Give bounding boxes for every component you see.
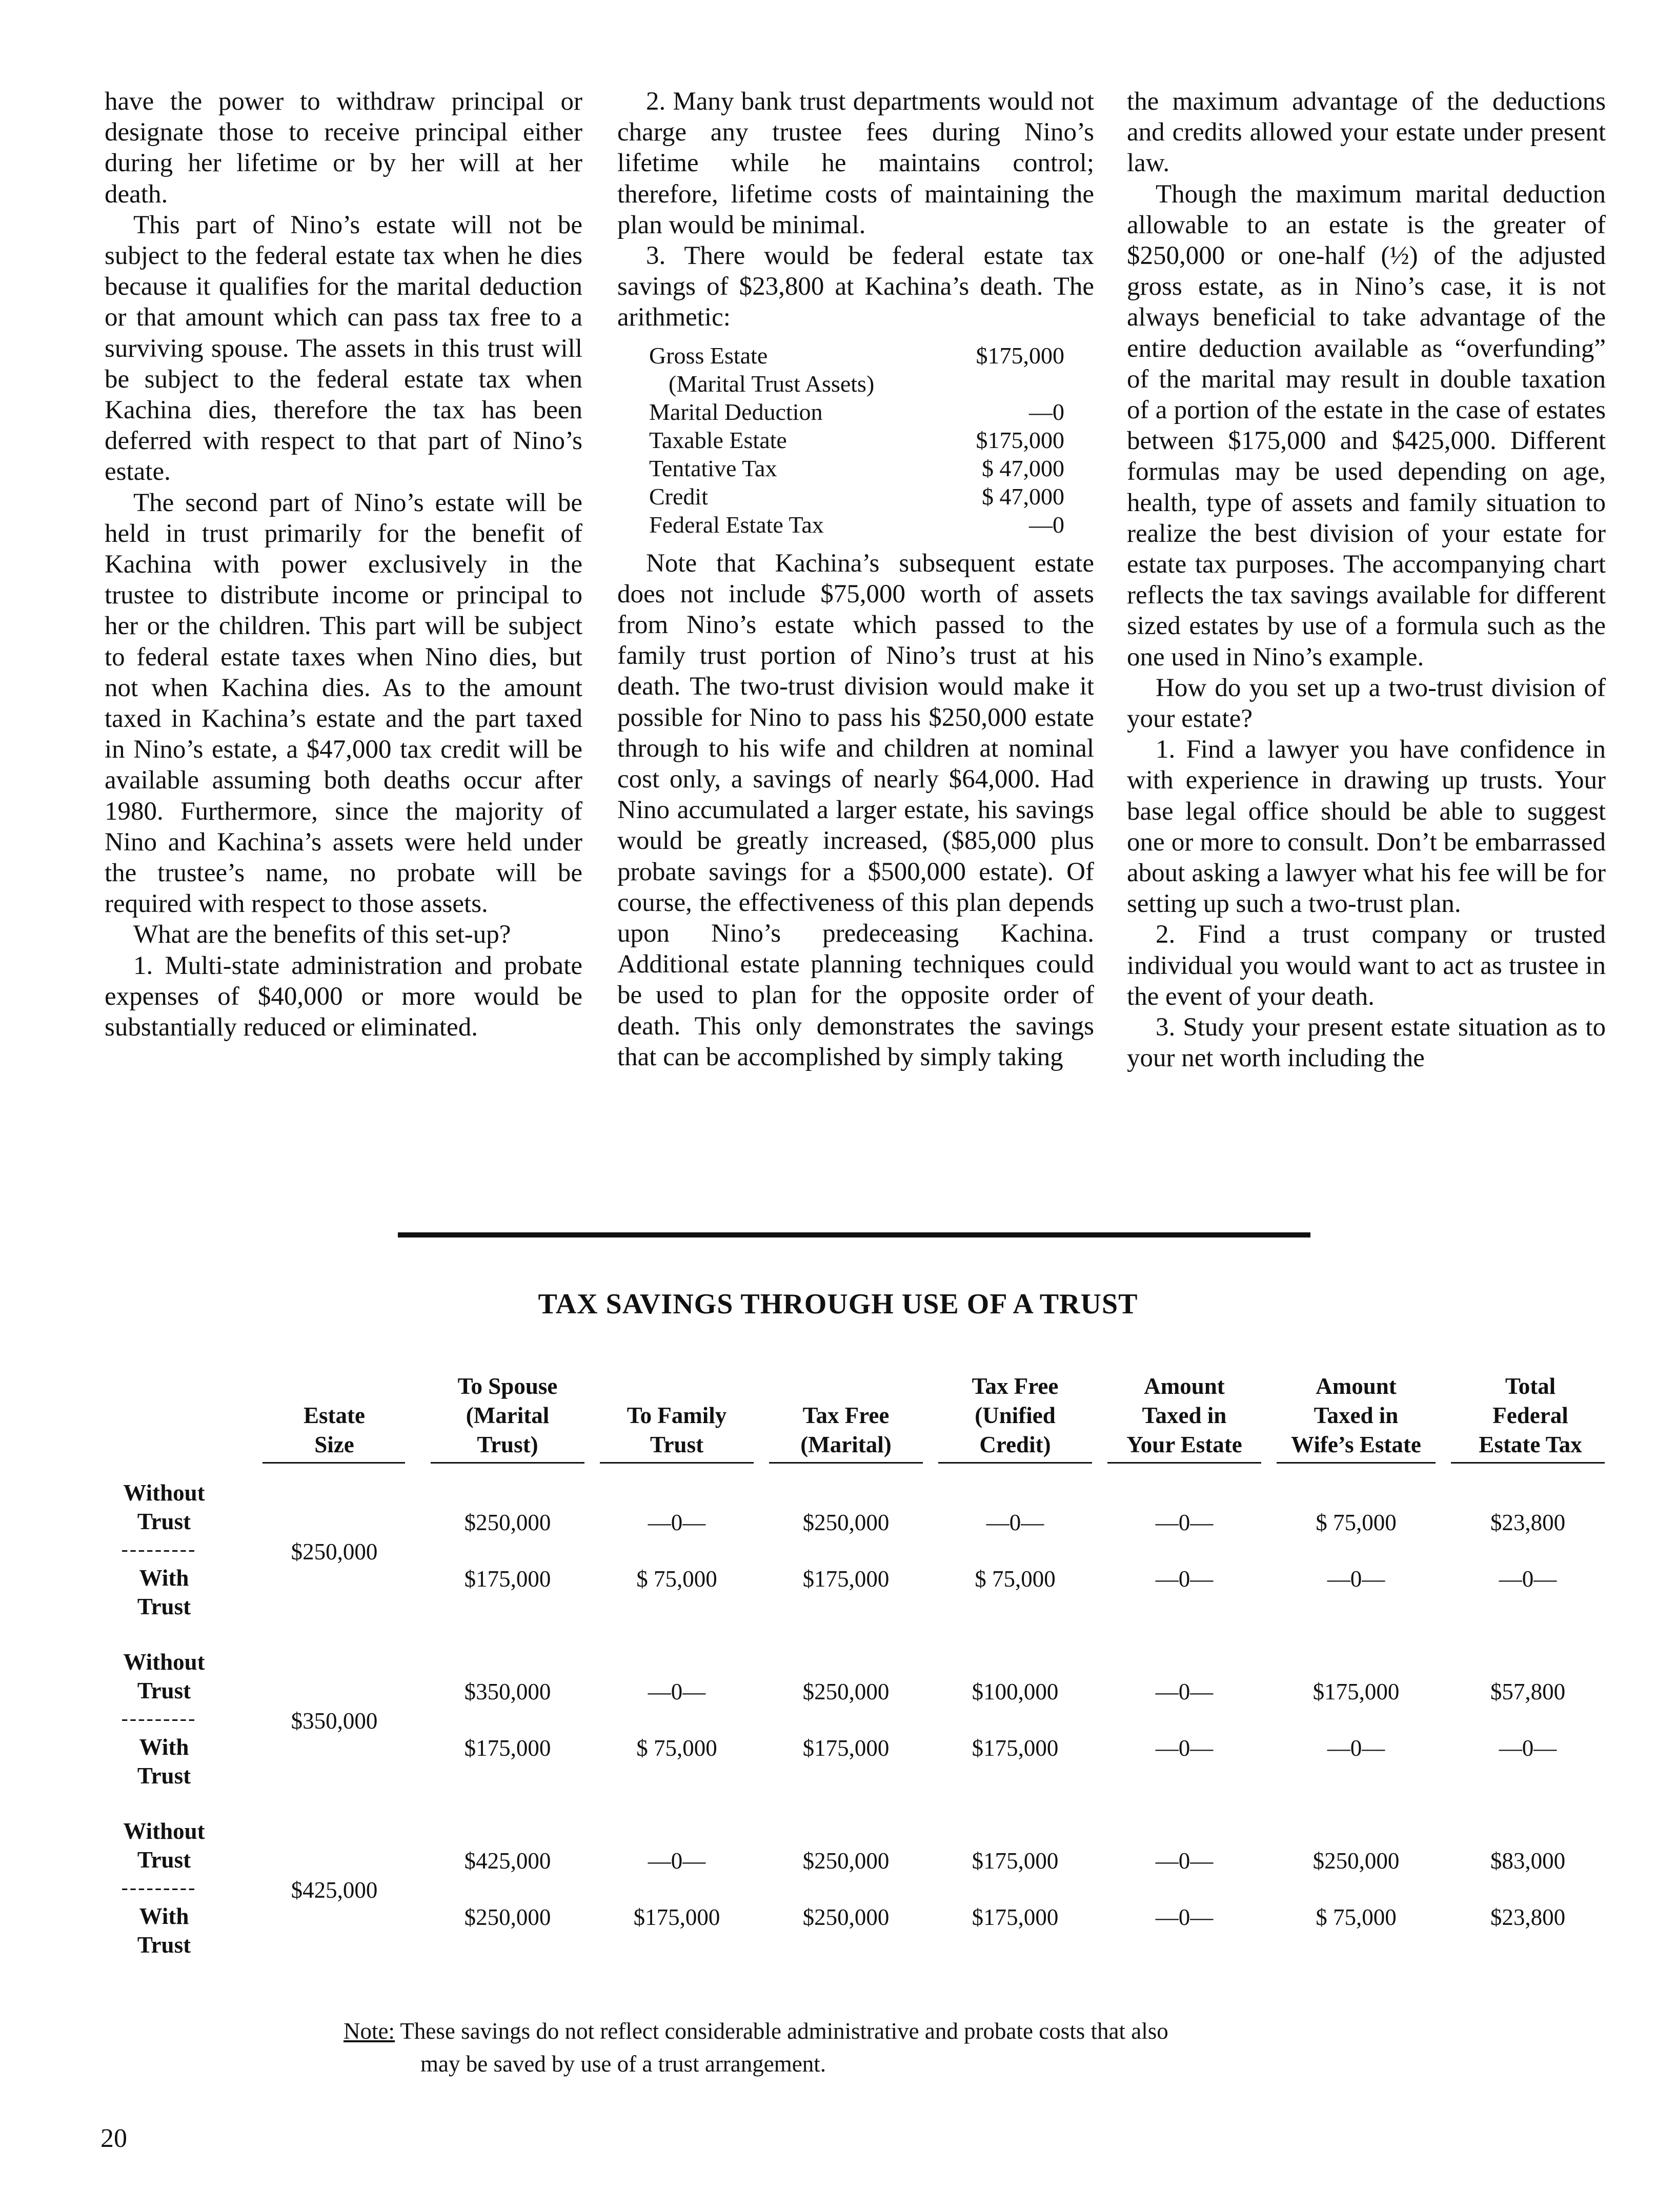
arith-row: Marital Deduction —0 — [649, 398, 1064, 425]
paragraph: 1. Multi-state administration and probate expenses of $40,000 or more would be substantially reduced or eliminated. — [105, 951, 582, 1042]
row-label-with-trust: With Trust — [137, 1903, 191, 1958]
header-taxed-wife-estate: Amount Taxed in Wife’s Estate — [1291, 1373, 1421, 1457]
row-label-without-trust: Without Trust — [123, 1649, 205, 1703]
table-cell: $100,000 — [972, 1679, 1059, 1704]
paragraph: 3. Study your present estate situation as to your net worth including the — [1127, 1013, 1606, 1073]
header-underline — [262, 1462, 405, 1464]
table-cell: —0— — [1155, 1735, 1214, 1761]
text-column-3 — [1127, 86, 1606, 1074]
table-cell: $175,000 — [464, 1566, 551, 1592]
table-cell: $250,000 — [464, 1904, 551, 1930]
header-total-tax: Total Federal Estate Tax — [1479, 1373, 1582, 1457]
arith-row: Gross Estate $175,000 — [649, 342, 1064, 369]
header-to-spouse: To Spouse (Marital Trust) — [457, 1373, 558, 1457]
header-taxed-your-estate: Amount Taxed in Your Estate — [1126, 1373, 1242, 1457]
arith-row: Taxable Estate $175,000 — [649, 427, 1064, 453]
arith-row: (Marital Trust Assets) — [669, 370, 875, 397]
table-cell: $ 75,000 — [636, 1566, 717, 1592]
header-to-family: To Family Trust — [627, 1403, 727, 1457]
table-cell: —0— — [986, 1510, 1044, 1535]
header-tax-free-unified: Tax Free (Unified Credit) — [972, 1373, 1059, 1457]
table-cell: $ 75,000 — [636, 1735, 717, 1761]
table-cell: $250,000 — [802, 1848, 890, 1874]
header-underline — [1451, 1462, 1605, 1464]
table-cell: $175,000 — [802, 1566, 890, 1592]
table-cell: $ 75,000 — [1316, 1904, 1397, 1930]
table-cell: —0— — [648, 1848, 706, 1874]
table-cell: —0— — [1155, 1566, 1214, 1592]
table-cell: —0— — [1155, 1848, 1214, 1874]
table-cell: —0— — [1327, 1566, 1385, 1592]
table-cell: $57,800 — [1490, 1679, 1566, 1704]
table-note — [344, 2015, 1523, 2080]
table-cell: $175,000 — [633, 1904, 720, 1930]
arith-row: Credit $ 47,000 — [649, 483, 1064, 510]
note-text: may be saved by use of a trust arrangement. — [420, 2051, 826, 2077]
table-cell: —0— — [648, 1679, 706, 1704]
table-cell: —0— — [1155, 1904, 1214, 1930]
header-underline — [938, 1462, 1092, 1464]
section-divider — [398, 1232, 1310, 1237]
paragraph: How do you set up a two-trust division of your estate? — [1127, 673, 1606, 734]
header-underline — [600, 1462, 754, 1464]
table-cell: $175,000 — [464, 1735, 551, 1761]
table-cell: $250,000 — [464, 1510, 551, 1535]
paragraph: 1. Find a lawyer you have confidence in with experience in drawing up trusts. Your base legal office should be able to suggest one or more to consult. Don’t be embarrassed about asking a lawyer what his fee will be for setting up such a two-trust plan. — [1127, 735, 1606, 919]
table-cell: $23,800 — [1490, 1904, 1566, 1930]
estate-size: $250,000 — [291, 1539, 378, 1565]
table-cell: $83,000 — [1490, 1848, 1566, 1874]
table-cell: $175,000 — [972, 1848, 1059, 1874]
paragraph: 2. Many bank trust departments would not charge any trustee fees during Nino’s lifetime while he maintains control; therefore, lifetime costs of maintaining the plan would be minimal. — [617, 87, 1094, 239]
table-cell: —0— — [1499, 1735, 1557, 1761]
table-cell: $ 75,000 — [1316, 1510, 1397, 1535]
note-label: Note: — [344, 2018, 395, 2044]
table-cell: $350,000 — [464, 1679, 551, 1704]
table-cell: $175,000 — [802, 1735, 890, 1761]
row-label-with-trust: With Trust — [137, 1565, 191, 1619]
text-column-2 — [617, 86, 1094, 1072]
estate-size: $350,000 — [291, 1708, 378, 1734]
table-cell: $250,000 — [802, 1679, 890, 1704]
header-tax-free-marital: Tax Free (Marital) — [800, 1403, 892, 1457]
table-cell: —0— — [1155, 1679, 1214, 1704]
paragraph: 3. There would be federal estate tax savings of $23,800 at Kachina’s death. The arithmetic: — [617, 241, 1094, 332]
row-label-without-trust: Without Trust — [123, 1480, 205, 1534]
estate-size: $425,000 — [291, 1877, 378, 1903]
row-separator: --------- — [121, 1537, 197, 1560]
table-cell: —0— — [1499, 1566, 1557, 1592]
table-cell: $23,800 — [1490, 1510, 1566, 1535]
table-cell: $175,000 — [972, 1735, 1059, 1761]
table-cell: —0— — [1327, 1735, 1385, 1761]
table-cell: $175,000 — [1312, 1679, 1400, 1704]
table-cell: $250,000 — [802, 1904, 890, 1930]
table-cell: $250,000 — [1312, 1848, 1400, 1874]
arith-row: Federal Estate Tax —0 — [649, 511, 1064, 538]
table-cell: —0— — [648, 1510, 706, 1535]
arith-row: Tentative Tax $ 47,000 — [649, 455, 1064, 481]
row-label-with-trust: With Trust — [137, 1734, 191, 1789]
table-cell: —0— — [1155, 1510, 1214, 1535]
text-column-1 — [105, 86, 582, 1043]
table-cell: $250,000 — [802, 1510, 890, 1535]
paragraph: Though the maximum marital deduction allowable to an estate is the greater of $250,000 or one-half (½) of the adjusted gross estate, as in Nino’s case, it is not always beneficial to take advantage of the entire deduction available as “overfunding” of the marital may result in double taxation of a portion of the estate in the case of estates between $175,000 and $425,000. Different formulas may be used depending on age, health, type of assets and family situation to realize the best division of your estate for estate tax purposes. The accompanying chart reflects the tax savings available for different sized estates by use of a formula such as the one used in Nino’s example. — [1127, 179, 1606, 672]
header-underline — [1277, 1462, 1436, 1464]
paragraph: This part of Nino’s estate will not be subject to the federal estate tax when he dies because it qualifies for the marital deduction or that amount which can pass tax free to a surviving spouse. The assets in this trust will be subject to the federal estate tax when Kachina dies, therefore the tax has been deferred with respect to that part of Nino’s estate. — [105, 210, 582, 486]
table-cell: $425,000 — [464, 1848, 551, 1874]
paragraph: have the power to withdraw principal or designate those to receive principal either during her lifetime or by her will at her death. — [105, 87, 582, 209]
paragraph: Note that Kachina’s subsequent estate does not include $75,000 worth of assets from Nino’s estate which passed to the family trust portion of Nino’s trust at his death. The two-trust division would make it possible for Nino to pass his $250,000 estate through to his wife and children at nominal cost only, a savings of nearly $64,000. Had Nino accumulated a larger estate, his savings would be greatly increased, ($85,000 plus probate savings for a $500,000 estate). Of course, the effectiveness of this plan depends upon Nino’s predeceasing Kachina. Additional estate planning techniques could be used to plan for the opposite order of death. This only demonstrates the savings that can be accomplished by simply taking — [617, 549, 1094, 1071]
note-text: These savings do not reflect considerable administrative and probate costs that also — [400, 2018, 1168, 2044]
table-title: TAX SAVINGS THROUGH USE OF A TRUST — [538, 1288, 1138, 1320]
paragraph: 2. Find a trust company or trusted individual you would want to act as trustee in the event of your death. — [1127, 920, 1606, 1011]
header-underline — [769, 1462, 923, 1464]
row-separator: --------- — [121, 1707, 197, 1730]
row-label-without-trust: Without Trust — [123, 1818, 205, 1873]
paragraph: What are the benefits of this set-up? — [133, 920, 511, 949]
table-cell: $ 75,000 — [975, 1566, 1056, 1592]
row-separator: --------- — [121, 1876, 197, 1899]
header-underline — [1107, 1462, 1261, 1464]
page-number: 20 — [100, 2124, 127, 2153]
header-estate-size: Estate Size — [304, 1403, 365, 1457]
header-underline — [431, 1462, 584, 1464]
paragraph: The second part of Nino’s estate will be held in trust primarily for the benefit of Kachina with power exclusively in the trustee to distribute income or principal to her or the children. This part will be subject to federal estate taxes when Nino dies, but not when Kachina dies. As to the amount taxed in Kachina’s estate and the part taxed in Nino’s estate, a $47,000 tax credit will be available assuming both deaths occur after 1980. Furthermore, since the majority of Nino and Kachina’s assets were held under the trustee’s name, no probate will be required with respect to those assets. — [105, 488, 582, 919]
arithmetic-table — [617, 341, 1094, 539]
paragraph: the maximum advantage of the deductions and credits allowed your estate under present law. — [1127, 87, 1606, 178]
table-cell: $175,000 — [972, 1904, 1059, 1930]
